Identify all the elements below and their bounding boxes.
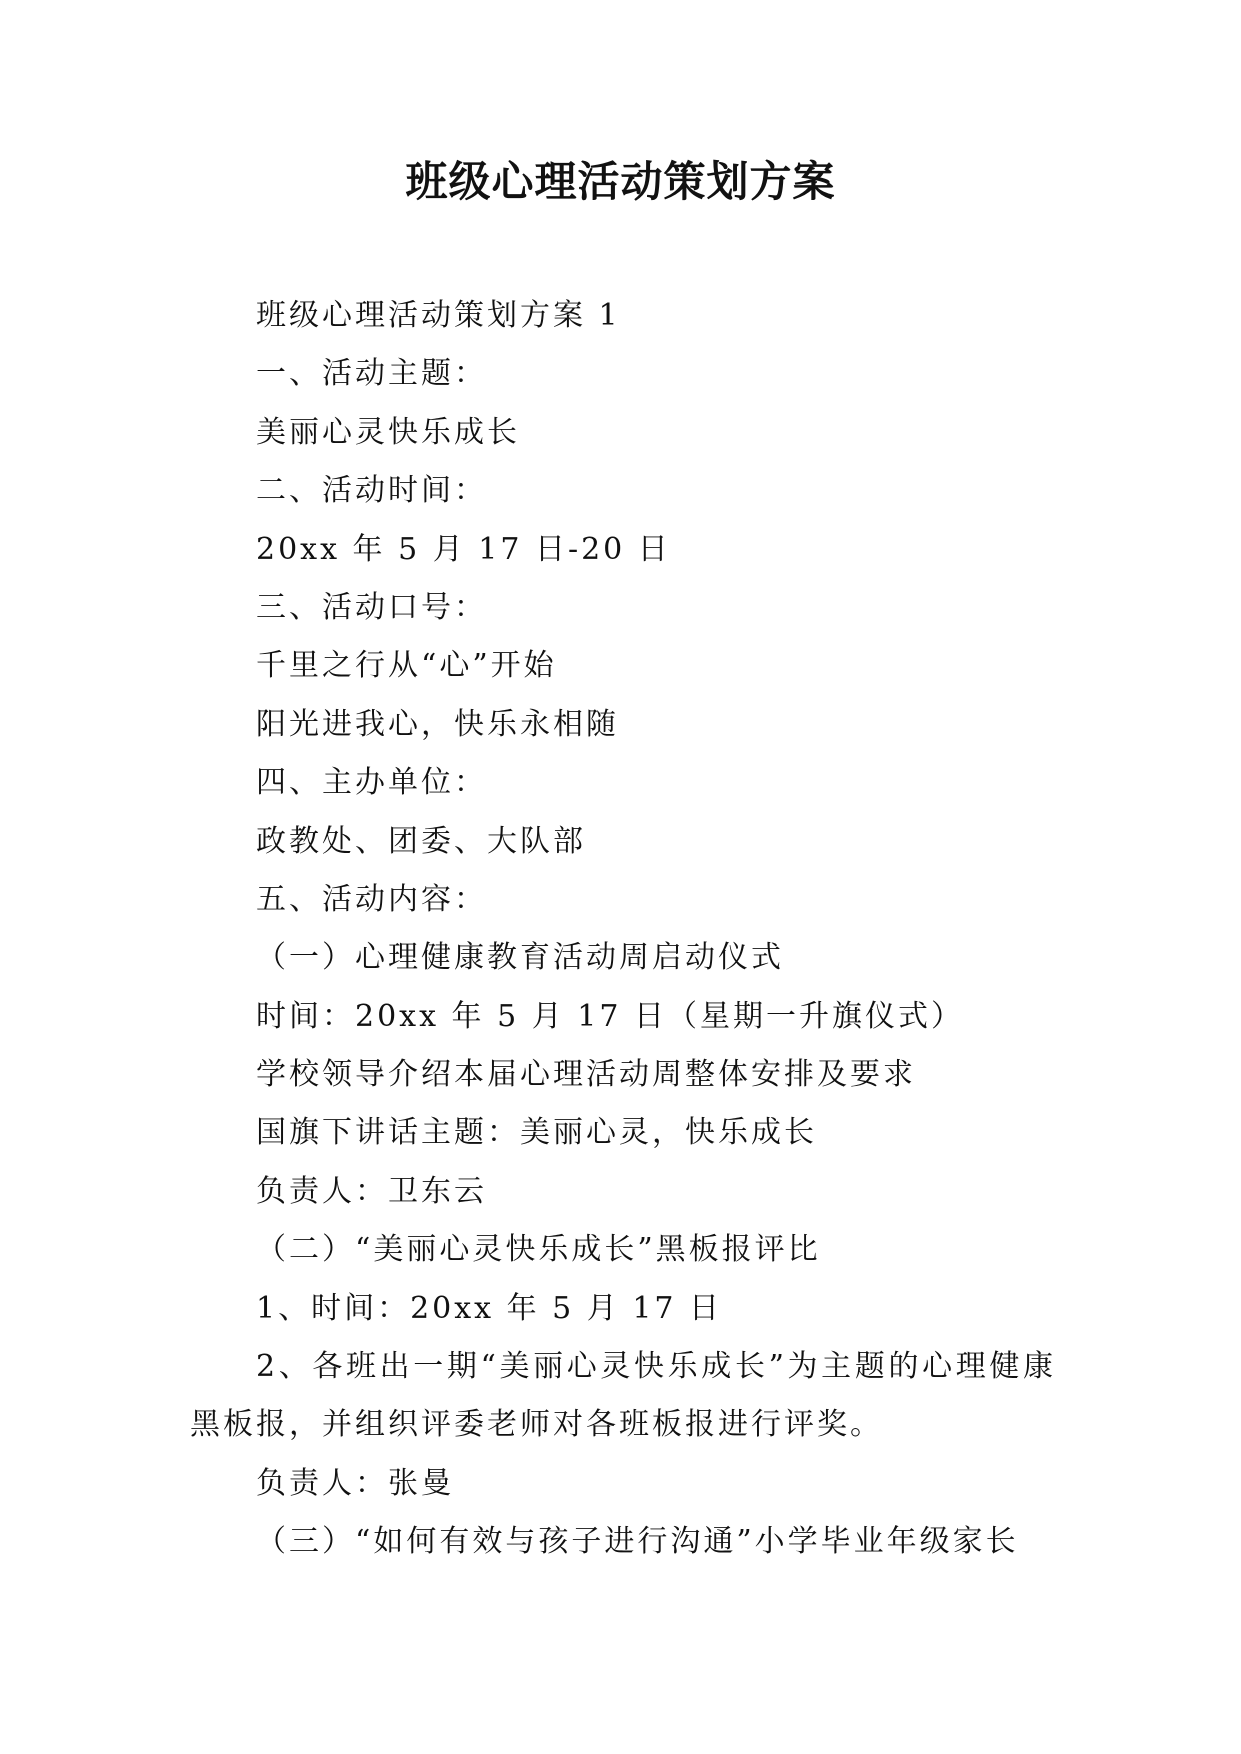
organizer-value: 政教处、团委、大队部 [256,823,586,859]
section-heading-plan-1: 班级心理活动策划方案 1 [256,298,621,333]
launch-ceremony-time: 时间：20xx 年 5 月 17 日（星期一升旗仪式） [256,998,964,1034]
activity-time-value: 20xx 年 5 月 17 日-20 日 [256,531,671,567]
activity-theme-value: 美丽心灵快乐成长 [256,414,520,450]
blackboard-contest-time: 1、时间：20xx 年 5 月 17 日 [256,1290,723,1326]
heading-activity-time: 二、活动时间： [256,473,487,509]
heading-organizer: 四、主办单位： [256,765,487,801]
slogan-line-1: 千里之行从“心”开始 [256,648,557,684]
blackboard-contest-description: 2、各班出一期“美丽心灵快乐成长”为主题的心理健康黑板报，并组织评委老师对各班板报进行评奖。 [190,1349,1056,1443]
launch-ceremony-intro: 学校领导介绍本届心理活动周整体安排及要求 [256,1057,916,1093]
heading-activity-theme: 一、活动主题： [256,356,487,392]
document-body [190,287,1056,1572]
heading-activity-slogan: 三、活动口号： [256,589,487,625]
subheading-blackboard-contest: （二）“美丽心灵快乐成长”黑板报评比 [256,1232,821,1268]
subheading-launch-ceremony: （一）心理健康教育活动周启动仪式 [256,940,784,976]
blackboard-contest-owner: 负责人：张曼 [256,1465,454,1501]
flag-speech-topic: 国旗下讲话主题：美丽心灵，快乐成长 [256,1115,817,1151]
subheading-parent-communication: （三）“如何有效与孩子进行沟通”小学毕业年级家长 [256,1524,1019,1560]
launch-ceremony-owner: 负责人：卫东云 [256,1173,487,1209]
slogan-line-2: 阳光进我心，快乐永相随 [256,706,619,742]
heading-activity-content: 五、活动内容： [256,881,487,917]
document-title: 班级心理活动策划方案 [405,157,836,206]
